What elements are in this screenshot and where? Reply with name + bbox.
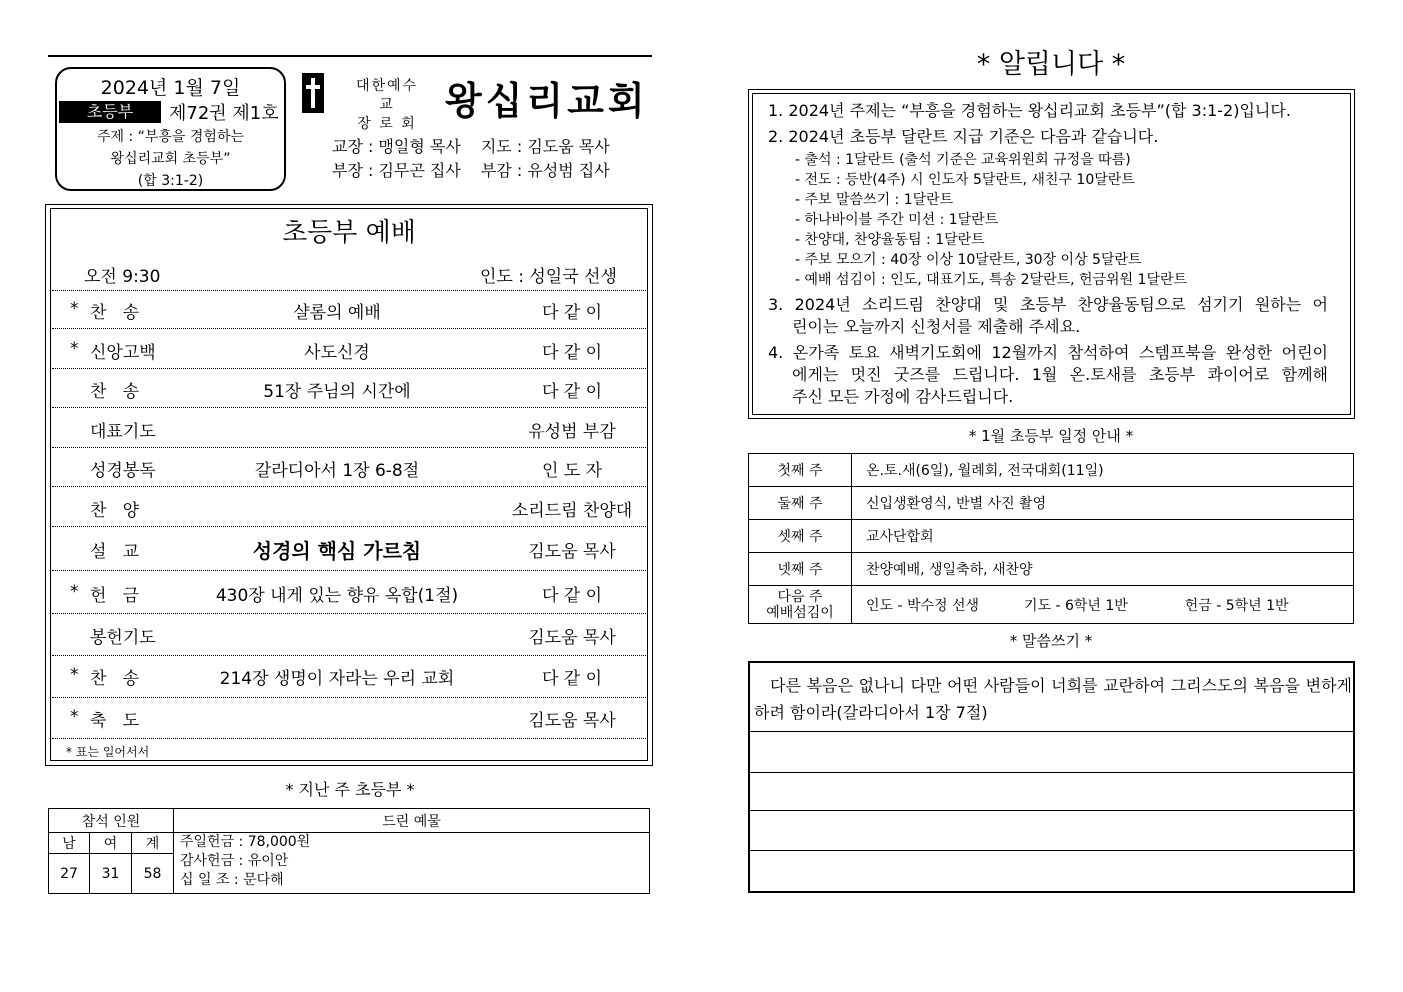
notice-item-1: 1. 2024년 주제는 “부흥을 경험하는 왕십리교회 초등부”(합 3:1-2)입니다. bbox=[768, 101, 1291, 120]
notice-item-3 bbox=[768, 294, 1328, 338]
offering-item: 십 일 조 : 문다해 bbox=[180, 872, 284, 888]
service-row bbox=[52, 452, 646, 482]
service-row bbox=[52, 334, 646, 364]
church-name: 왕십리교회 bbox=[445, 78, 649, 123]
col-total: 계 bbox=[132, 833, 174, 854]
service-row bbox=[52, 702, 646, 732]
service-row bbox=[52, 413, 646, 443]
row-mark: * bbox=[70, 665, 79, 685]
service-row bbox=[52, 660, 646, 690]
row-name: 찬 양 bbox=[90, 501, 140, 521]
theme-line: (합 3:1-2) bbox=[137, 173, 204, 189]
row-person: 김도움 목사 bbox=[528, 542, 616, 562]
talent-criteria-item: - 찬양대, 찬양율동팀 : 1달란트 bbox=[795, 232, 985, 248]
schedule-desc: 찬양예배, 생일축하, 새찬양 bbox=[852, 553, 1354, 586]
next-week-servers bbox=[852, 586, 1354, 624]
service-row bbox=[52, 619, 646, 649]
writing-line bbox=[750, 772, 1353, 773]
row-person: 다 같 이 bbox=[541, 303, 603, 323]
row-content: 430장 내게 있는 향유 옥합(1절) bbox=[215, 586, 459, 606]
staff-pastor: 지도 : 김도움 목사 bbox=[480, 137, 610, 156]
talent-criteria-item: - 주보 말씀쓰기 : 1달란트 bbox=[795, 192, 954, 208]
dept-tag: 초등부 bbox=[59, 101, 161, 123]
col-male: 남 bbox=[49, 833, 90, 854]
row-content: 샬롬의 예배 bbox=[293, 303, 381, 323]
row-mark: * bbox=[70, 339, 79, 359]
theme-line: 왕십리교회 초등부” bbox=[110, 151, 231, 167]
volume-number: 제72권 제1호 bbox=[169, 103, 279, 124]
row-person: 다 같 이 bbox=[541, 382, 603, 402]
notice-item-2: 2. 2024년 초등부 달란트 지급 기준은 다음과 같습니다. bbox=[768, 127, 1159, 146]
count-total: 58 bbox=[132, 854, 174, 894]
col-female: 여 bbox=[90, 833, 132, 854]
service-row bbox=[52, 294, 646, 324]
schedule-desc: 신입생환영식, 반별 사진 촬영 bbox=[852, 487, 1354, 520]
row-person: 다 같 이 bbox=[541, 343, 603, 363]
theme-line: 주제 : “부흥을 경험하는 bbox=[96, 129, 245, 145]
row-divider bbox=[52, 407, 646, 408]
offering-item: 감사헌금 : 유이안 bbox=[180, 853, 289, 869]
schedule-table bbox=[748, 453, 1354, 624]
row-divider bbox=[52, 697, 646, 698]
notice-line: 에게는 멋진 굿즈를 드립니다. 1월 온.토새를 초등부 콰이어로 함께해 bbox=[792, 365, 1328, 384]
notice-line: 3. 2024년 소리드림 찬양대 및 초등부 찬양율동팀으로 섬기기 원하는 어 bbox=[768, 295, 1328, 314]
offering-header: 드린 예물 bbox=[174, 809, 650, 833]
schedule-week: 첫째 주 bbox=[749, 454, 852, 487]
row-person: 다 같 이 bbox=[541, 586, 603, 606]
row-content: 214장 생명이 자라는 우리 교회 bbox=[219, 669, 455, 689]
row-divider bbox=[52, 368, 646, 369]
service-row bbox=[52, 492, 646, 522]
denomination bbox=[352, 77, 422, 134]
service-row bbox=[52, 373, 646, 403]
talent-criteria-item: - 하나바이블 주간 미션 : 1달란트 bbox=[795, 212, 999, 228]
notice-line: 주신 모든 가정에 감사드립니다. bbox=[792, 387, 1014, 406]
talent-criteria-item: - 예배 섬김이 : 인도, 대표기도, 특송 2달란트, 헌금위원 1달란트 bbox=[795, 272, 1188, 288]
staff-vice: 부감 : 유성범 집사 bbox=[480, 161, 610, 180]
staff-head: 부장 : 김무곤 집사 bbox=[332, 161, 461, 180]
row-divider bbox=[52, 328, 646, 329]
row-divider bbox=[52, 526, 646, 527]
row-mark: * bbox=[70, 707, 79, 727]
next-offering: 헌금 - 5학년 1반 bbox=[1184, 597, 1289, 614]
schedule-row bbox=[749, 454, 1354, 487]
notice-line: 린이는 오늘까지 신청서를 제출해 주세요. bbox=[792, 317, 1081, 336]
count-male: 27 bbox=[49, 854, 90, 894]
schedule-week: 둘째 주 bbox=[749, 487, 852, 520]
denomination-line: 대한예수교 bbox=[355, 78, 419, 113]
top-rule bbox=[48, 55, 652, 57]
row-person: 인 도 자 bbox=[541, 461, 603, 481]
row-mark: * bbox=[70, 582, 79, 602]
year-theme bbox=[57, 126, 284, 192]
verse-text-content: 다른 복음은 없나니 다만 어떤 사람들이 너희를 교란하여 그리스도의 복음을 변하게 하려 함이라(갈라디아서 1장 7절) bbox=[754, 676, 1352, 722]
row-name: 축 도 bbox=[90, 711, 140, 731]
staff-principal: 교장 : 맹일형 목사 bbox=[332, 137, 461, 156]
row-person: 소리드림 찬양대 bbox=[511, 501, 633, 521]
row-divider bbox=[52, 655, 646, 656]
row-divider bbox=[52, 447, 646, 448]
row-divider bbox=[52, 570, 646, 571]
row-content: 갈라디아서 1장 6-8절 bbox=[254, 461, 420, 481]
row-mark: * bbox=[70, 299, 79, 319]
notice-item-4 bbox=[768, 342, 1328, 408]
offering-list bbox=[174, 833, 650, 894]
service-row bbox=[52, 577, 646, 607]
service-row bbox=[52, 533, 646, 563]
schedule-row bbox=[749, 553, 1354, 586]
last-week-table bbox=[48, 808, 650, 894]
talent-criteria-item: - 주보 모으기 : 40장 이상 10달란트, 30장 이상 5달란트 bbox=[795, 252, 1142, 268]
notice-line: 4. 온가족 토요 새벽기도회에 12월까지 참석하여 스템프북을 완성한 어린이 bbox=[768, 343, 1328, 362]
row-person: 유성범 부감 bbox=[528, 422, 616, 442]
issue-date: 2024년 1월 7일 bbox=[100, 77, 241, 99]
row-person: 김도움 목사 bbox=[528, 628, 616, 648]
next-week-label-line: 예배섬김이 bbox=[766, 604, 834, 621]
row-person: 다 같 이 bbox=[541, 669, 603, 689]
verse-title: * 말씀쓰기 * bbox=[1009, 632, 1093, 650]
last-week-title: * 지난 주 초등부 * bbox=[285, 780, 415, 799]
notice-title: * 알립니다 * bbox=[976, 49, 1126, 80]
row-name: 찬 송 bbox=[90, 382, 140, 402]
row-name: 신앙고백 bbox=[90, 343, 156, 363]
talent-criteria-item: - 출석 : 1달란트 (출석 기준은 교육위원회 규정을 따름) bbox=[795, 152, 1131, 168]
row-content: 성경의 핵심 가르침 bbox=[252, 539, 422, 563]
row-name: 찬 송 bbox=[90, 669, 140, 689]
stand-note: * 표는 일어서서 bbox=[66, 745, 150, 759]
talent-criteria-item: - 전도 : 등반(4주) 시 인도자 5달란트, 새친구 10달란트 bbox=[795, 172, 1135, 188]
attendance-header: 참석 인원 bbox=[49, 809, 174, 833]
writing-line bbox=[750, 850, 1353, 851]
next-prayer: 기도 - 6학년 1반 bbox=[1023, 597, 1128, 614]
writing-line bbox=[750, 810, 1353, 811]
schedule-row bbox=[749, 520, 1354, 553]
row-name: 성경봉독 bbox=[90, 461, 156, 481]
row-divider bbox=[52, 290, 646, 291]
schedule-week: 셋째 주 bbox=[749, 520, 852, 553]
row-name: 설 교 bbox=[90, 542, 140, 562]
row-name: 대표기도 bbox=[90, 422, 156, 442]
row-divider bbox=[52, 738, 646, 739]
schedule-week: 넷째 주 bbox=[749, 553, 852, 586]
offering-item: 주일헌금 : 78,000원 bbox=[180, 834, 311, 850]
issue-info-box bbox=[55, 67, 286, 191]
row-name: 헌 금 bbox=[90, 586, 140, 606]
row-divider bbox=[52, 486, 646, 487]
next-week-label bbox=[749, 586, 852, 624]
writing-line bbox=[750, 731, 1353, 732]
row-name: 찬 송 bbox=[90, 303, 140, 323]
row-content: 51장 주님의 시간에 bbox=[263, 382, 411, 402]
service-time: 오전 9:30 bbox=[84, 267, 161, 287]
staff-list bbox=[332, 135, 610, 183]
schedule-row bbox=[749, 487, 1354, 520]
church-logo-icon bbox=[302, 73, 324, 113]
schedule-desc: 교사단합회 bbox=[852, 520, 1354, 553]
row-divider bbox=[52, 613, 646, 614]
verse-text bbox=[754, 672, 1352, 726]
row-content: 사도신경 bbox=[304, 343, 370, 363]
next-leader: 인도 - 박수정 선생 bbox=[866, 597, 980, 614]
denomination-line: 장 로 회 bbox=[357, 116, 417, 132]
row-person: 김도움 목사 bbox=[528, 711, 616, 731]
count-female: 31 bbox=[90, 854, 132, 894]
schedule-title: * 1월 초등부 일정 안내 * bbox=[968, 427, 1134, 445]
schedule-desc: 온.토.새(6일), 월례회, 전국대회(11일) bbox=[852, 454, 1354, 487]
row-name: 봉헌기도 bbox=[90, 628, 156, 648]
service-leader: 인도 : 성일국 선생 bbox=[480, 267, 617, 287]
next-week-label-line: 다음 주 bbox=[777, 588, 823, 605]
service-title: 초등부 예배 bbox=[282, 218, 416, 248]
